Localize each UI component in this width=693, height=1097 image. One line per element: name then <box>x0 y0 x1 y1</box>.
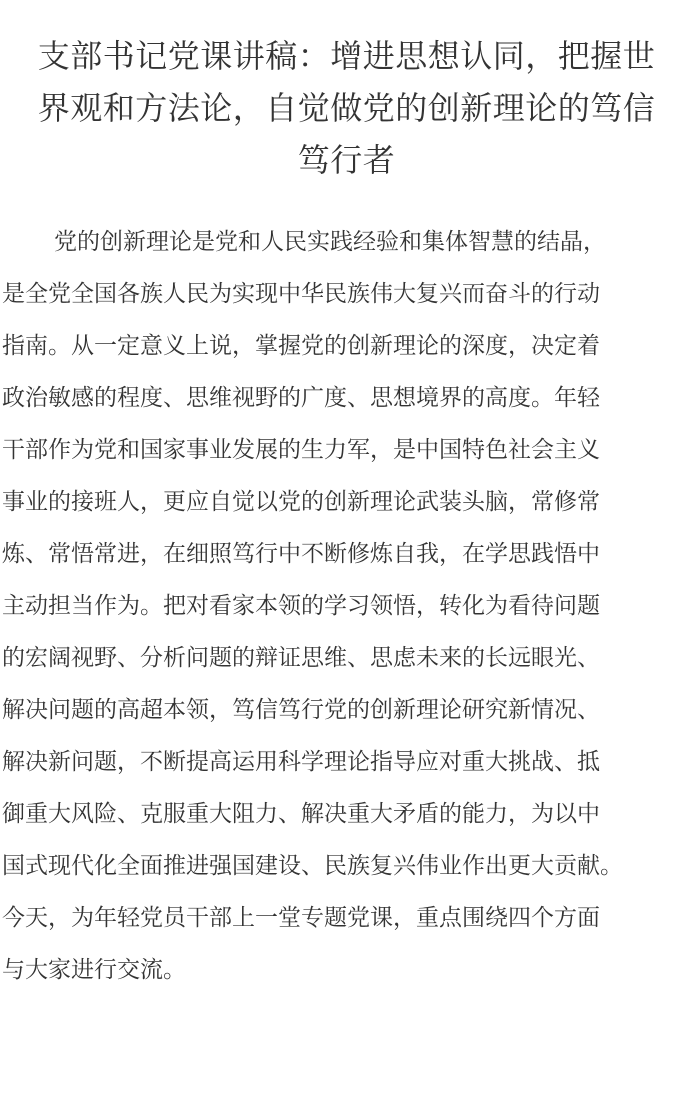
paragraph-line: 党的创新理论是党和人民实践经验和集体智慧的结晶， <box>54 229 606 255</box>
paragraph-line: 国式现代化全面推进强国建设、民族复兴伟业作出更大贡献。 <box>2 853 623 879</box>
paragraph-line: 解决问题的高超本领，笃信笃行党的创新理论研究新情况、 <box>2 697 600 723</box>
article-title <box>0 0 693 186</box>
paragraph-line: 主动担当作为。把对看家本领的学习领悟，转化为看待问题 <box>2 593 600 619</box>
paragraph-line: 今天，为年轻党员干部上一堂专题党课，重点围绕四个方面 <box>2 905 600 931</box>
paragraph-line: 是全党全国各族人民为实现中华民族伟大复兴而奋斗的行动 <box>2 281 600 307</box>
paragraph-line: 与大家进行交流。 <box>2 957 186 983</box>
paragraph-line: 御重大风险、克服重大阻力、解决重大矛盾的能力，为以中 <box>2 801 600 827</box>
title-line: 笃行者 <box>297 141 396 179</box>
paragraph-line: 事业的接班人，更应自觉以党的创新理论武装头脑，常修常 <box>2 489 600 515</box>
paragraph-line: 指南。从一定意义上说，掌握党的创新理论的深度，决定着 <box>2 333 600 359</box>
title-line: 界观和方法论，自觉做党的创新理论的笃信 <box>37 89 656 127</box>
paragraph-line: 政治敏感的程度、思维视野的广度、思想境界的高度。年轻 <box>2 385 600 411</box>
paragraph-line: 干部作为党和国家事业发展的生力军，是中国特色社会主义 <box>2 437 600 463</box>
title-line: 支部书记党课讲稿：增进思想认同，把握世 <box>37 37 656 75</box>
article-paragraph <box>0 186 693 996</box>
paragraph-line: 的宏阔视野、分析问题的辩证思维、思虑未来的长远眼光、 <box>2 645 600 671</box>
paragraph-line: 炼、常悟常进，在细照笃行中不断修炼自我，在学思践悟中 <box>2 541 600 567</box>
paragraph-line: 解决新问题，不断提高运用科学理论指导应对重大挑战、抵 <box>2 749 600 775</box>
